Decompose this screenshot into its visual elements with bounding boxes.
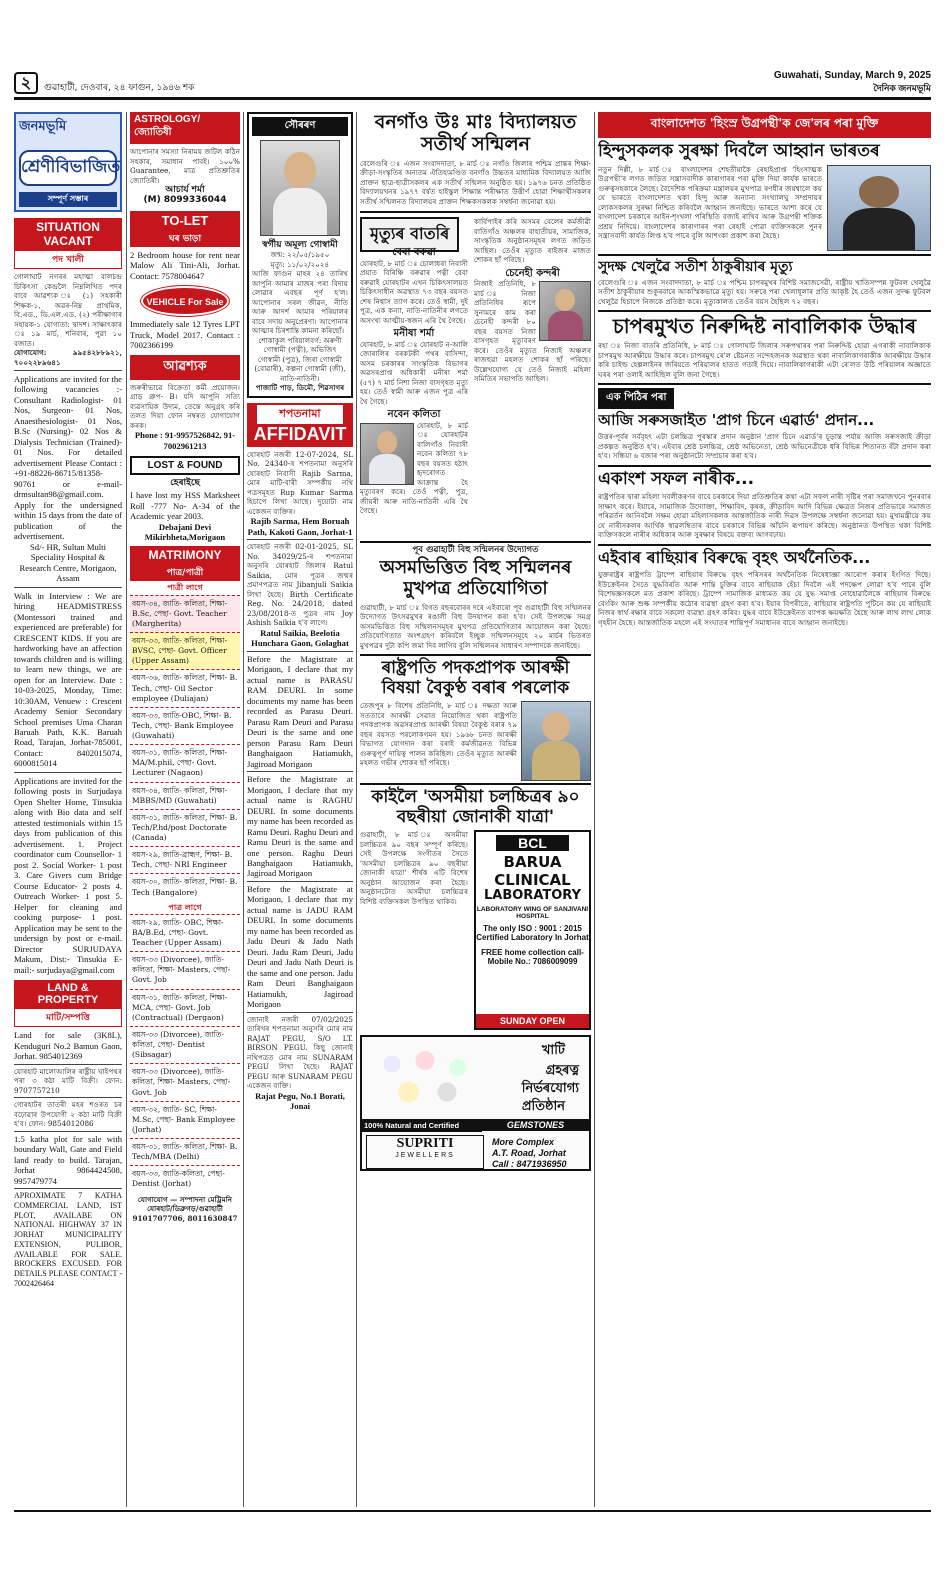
article-headline: এইবাৰ ৰাছিয়াৰ বিৰুদ্ধে বৃহৎ অৰ্থনৈতিক... [598, 547, 871, 567]
obituary-text: যোৰহাট, ৮ মাৰ্চ ঃ চোলাধৰা নিবাসী প্ৰয়াত বিৰিঞ্চি বৰুৱাৰ পত্নী বেবা বৰুৱাই যোৰহাটৰ এখন চিকিৎসালয়ত চিকিৎসাধীন অৱস্থাত ৭৩ বছৰ বয়সত শেষ নিশ্বাস ত্যাগ কৰে। তেওঁ স্বামী, দুই পুত্ৰ, এক কন্যা, নাতি-নাতিনীৰ লগতে অসংখ্য আত্মীয়-স্বজন এৰি থৈ গৈছে। [360, 258, 468, 325]
notices-column [247, 112, 353, 1512]
vacancy-ad: গোলাঘাট নগৰৰ মহাত্মা বালচন্দ্ৰ চিকিৎসা কেন্দ্ৰলৈ নিম্নলিখিত পদৰ বাবে আৱশ্যক ঃ (১) সহকাৰী শিক্ষক-১, অৱৰ-নিম্ন প্ৰাথমিক, বি.এড., ডি.এল.এড. (২) পৰীক্ষাগাৰ সহায়ক-১ যোগ্যতা: দ্বাদশ। সাক্ষাৎকাৰ ঃ ১৯ মাৰ্চ, শনিবাৰ, পুৱা ১০ বজাত। [14, 272, 122, 348]
affidavit-banner [247, 403, 353, 447]
matrimony-item: বয়স-৩৪, জাতি- কলিতা, শিক্ষা- MBBS/MD (Guwahati) [130, 782, 240, 809]
affidavit-notice: যোৰহাট নজৰী 12-07-2024, SL No. 24340-ৰ শপতনামা অনুসৰি যোৰহাট নিবাসী Rajib Sarma, মোৰ মাটি-বাৰী সম্পৰ্কীয় নথি পত্ৰসমূহত Rup Kumar Sarma হিচাপে লিখা আছে। দুয়োটা নাম একেজন ব্যক্তিৰ। [247, 449, 353, 516]
header-right [774, 70, 931, 96]
tolet-sub: ঘৰ ভাড়া [130, 230, 240, 247]
obituary-name: চেনেহী কন্দৰী [505, 267, 560, 279]
bcl-tagline: LABORATORY WING OF SANJIVANI HOSPITAL [476, 905, 589, 920]
bcl-sunday-open: SUNDAY OPEN [476, 1014, 589, 1028]
matrimony-item: বয়স-৩৩, জাতি- কলিতা, শিক্ষা- BVSC, পেছা- Govt. Officer (Upper Assam) [130, 632, 240, 669]
required-text: জৰুৰীভাৱে বিক্ৰেতা কৰ্মী প্ৰয়োজন। গ্ৰাড় গ্ৰুপ- B। যদি আপুনি সত্যি ব্যৱসায়িক উদ্যম, তেন্তে অনুগ্ৰহ কৰি তলত দিয়া ফোন নম্বৰত যোগাযোগ কৰক। [130, 382, 240, 430]
article-kicker: পূব গুৱাহাটী বিহু সন্মিলনৰ উদ্যোগত [412, 545, 539, 556]
bcl-iso: The only ISO : 9001 : 2015 Certified Laboratory In Jorhat [476, 923, 589, 942]
classifieds-column-2 [130, 112, 240, 1512]
header-date-assamese: গুৱাহাটী, দেওবাৰ, ২৪ ফাগুন, ১৯৪৬ শক [44, 83, 195, 93]
lost-found-title: LOST & FOUND [130, 456, 240, 475]
affidavit-name: Rajib Sarma, Hem Boruah Path, Kakoti Gaon, Jorhat-1 [247, 516, 353, 537]
section-label: এক পিঠিৰ পৰা [598, 388, 674, 409]
affidavit-notice: Before the Magistrate at Morigaon, I declare that my actual name is JADU RAM DEURI. In some documents my name has been recorded as Jadu Deuri & Jadu Nath Deuri. Jadu Ram Deuri, Jadu Deuri and Jadu Nath Deuri is the same and one person. Jadu Ram Deuri Banghaigaon Hatiamukh, Jagiroad Morigaon [247, 883, 353, 1010]
article-headline: ৰাষ্ট্ৰপতি পদকপ্ৰাপক আৰক্ষী বিষয়া বৈকুণ্ঠ বৰাৰ পৰলোক [381, 658, 570, 698]
land-ad: 1.5 katha plot for sale with boundary Wall, Gate and Field land ready to build. Tarajan, Jorhat 9864424508, 9957479774 [14, 1133, 122, 1186]
column-rule [126, 112, 127, 1507]
tribute-text: আজি ফাগুন মাহৰ ২৪ তাৰিখ আপুনি আমাৰ মাজৰ পৰা বিদায় লোৱাৰ এবছৰ পূৰ্ণ হ'ল। আপোনাৰ সৰল জীৱন, নীতি আৰু আদৰ্শ আমাৰ পৰিয়ালৰ বাবে সদায় অনুপ্ৰেৰণা। আপোনাৰ আত্মাৰ চিৰশান্তি কামনা কৰিছোঁ। [252, 269, 348, 336]
tribute-family: শোকাকুল পৰিয়ালবৰ্গ: অৰুণী গোস্বামী (পত্নী), অভিজিৎ গোস্বামী (পুত্ৰ), জিৰা গোস্বামী (বোৱাৰী), কল্পনা গোস্বামী (জী), নাতি-নাতিনী। [254, 335, 346, 383]
matrimony-item: বয়স-৩৩ (Divorcee), জাতি- কলিতা, শিক্ষা- Masters, পেছা- Govt. Job [130, 951, 240, 988]
matrimony-item: বয়স-৩২, জাতি- SC, শিক্ষা- M.Sc, পেছা- Bank Employee (Jorhat) [130, 1101, 240, 1138]
gem-line-2: নিৰ্ভৰযোগ্য [521, 1081, 579, 1097]
lost-name: Debajani Devi Mikirbheta,Morigaon [144, 521, 226, 542]
spokesperson-photo [827, 165, 931, 251]
affidavit-notice: Before the Magistrate at Morigaon, I declare that my actual name is PARASU RAM DEURI. In some documents my name has been recorded as Parasu Deuri. Parasu Ram Deuri and Parasu Deuri is the same and one person Parasu Ram Deuri Banghaigaon Hatiamukh, Jagiroad Morigaon [247, 653, 353, 769]
land-ad: যোৰহাট মালোআলিৰ ৰাষ্ট্ৰীয় ঘাইপথৰ পৰা ৩ কঠা মাটি বিক্ৰী। ফোন: 9707757210 [14, 1066, 122, 1095]
required-phone: Phone : 91-9957526842, 91-7002961213 [134, 430, 236, 451]
vacancy-sign: Sd/- HR, Sultan Multi Speciality Hospital & Research Centre, Morigaon, Assam [19, 541, 117, 584]
article-headline: আজি সৰুসজাইত 'প্ৰাগ চিনে এৱাৰ্ড' প্ৰদান... [598, 411, 875, 430]
gem-phone: Call : 8471936950 [492, 1159, 567, 1170]
gem-addr-2: A.T. Road, Jorhat [492, 1148, 566, 1159]
vehicle-text: Immediately sale 12 Tyres LPT Truck, Model 2017. Contact : 7002366199 [130, 319, 240, 351]
lost-found-sub: হেৰাইছে [170, 478, 200, 489]
matrimony-item: বয়স-২৯, জাতি- OBC, শিক্ষা- BA/B.Ed, পেছা- Govt. Teacher (Upper Assam) [130, 914, 240, 951]
astrology-title: ASTROLOGY/জ্যোতিষী [130, 112, 240, 144]
land-ad: গোৰহাটৰ তাতৰী মহৰ শওৰত চৰ বঢ়োৱাৰ উপযোগী ২ কঠা মাটি বিক্ৰী হ'ব। ফোন: 9854012086 [14, 1100, 122, 1129]
article-headline: বনগাঁও উঃ মাঃ বিদ্যালয়ত সতীৰ্থ সন্মিলন [374, 112, 577, 155]
vacancy-ad: Applications are invited for the following posts in Surjudaya Open Shelter Home, Tinsukia along with Bio data and self attested testimonials within 15 days from publication of this advertisement. 1. Project coordinator cum Counsellor- 1 post 2. Social Worker- 1 post 3. Care Givers cum Bridge Course Educator- 2 posts 4. Outreach Worker- 1 post 5. Helper for cleaning and cooking purpose- 1 post. Application may be sent to the undersign by post or e-mail. Director SURJUDAYA Makum, Dist:- Tinsukia E-mail:- surjudaya@gmail.com [14, 775, 122, 975]
article-body: উত্তৰ-পূৰ্বৰ সৰ্ববৃহৎ এটা চলচ্চিত্ৰ পুৰস্কাৰ প্ৰদান অনুষ্ঠান 'প্ৰাগ চিনে এৱাৰ্ড'ৰ চূড়ান্ত পৰ্যায় আজি সৰুসজাই ক্ৰীড়া প্ৰকল্পত অনুষ্ঠিত হ'ব। এইবাৰ শ্ৰেষ্ঠ চলচ্চিত্ৰ, শ্ৰেষ্ঠ অভিনেতা, শ্ৰেষ্ঠ অভিনেত্ৰীকে ধৰি বিভিন্ন শিতানত বঁটা প্ৰদান কৰা হ'ব। সন্ধিয়া ৬ বজাৰ পৰা অনুষ্ঠানটো সম্প্ৰচাৰ কৰা হ'ব। [598, 432, 931, 461]
land-property-sub: মাটি/সম্পত্তি [14, 1008, 122, 1027]
obituary-text: কাৰ্বিপাইৰ কৰি অসমৰ বেলেৰ কৰ্মজীৱী বাতিগাঁও অঞ্চলৰ বাহাতীয়ৰ, সামাজিক, সাংস্কৃতিক অনুষ্ঠানসমূহৰ লগত জড়িত আছিল। তেওঁৰ মৃত্যুত ৰাইজৰ মাজত শোকৰ ছাঁ পৰিছে। [474, 217, 591, 265]
article-body: নতুন দিল্লী, ৮ মাৰ্চ ঃ বাংলাদেশৰ শেহতীয়াকৈ ৰেহাইপ্ৰাপ্ত 'হিংসাত্মক উগ্ৰপন্থী'ৰ লগত জড়িত সন্ত্ৰাসবাদীক কাৰাগাৰৰ পৰা মুক্তি দিয়া কাৰ্যক ভাৰতে গুৰুত্বসহকাৰে লৈছে। বৈদেশিক পৰিক্ৰমা মন্ত্ৰালয়ৰ মুখপাত্ৰ ৰণধীৰ জয়শ্বালে কয় যে ভাৰতে বাংলাদেশত থকা হিন্দু আৰু অন্যান্য সংখ্যালঘু সম্প্ৰদায়ৰ লোকসকলৰ সুৰক্ষা নিশ্চিত কৰিবলৈ আহ্বান জনাইছে। ভাৰতে আশা কৰে যে বাংলাদেশ চৰকাৰে আইন-শৃংখলা পৰিস্থিতি বজাই ৰাখিব আৰু উগ্ৰপন্থী শক্তিক প্ৰশ্ৰয় নিদিয়ে। বাংলাদেশৰ কাৰাগাৰৰ পৰা ৰেহাই পোৱা ব্যক্তিসকলে পুনৰ সন্ত্ৰাসবাদী কাৰ্যত লিপ্ত হ'ব পাৰে বুলি আশংকা প্ৰকাশ কৰা হৈছে। [598, 164, 822, 241]
bcl-name-2: CLINICAL [494, 870, 571, 889]
header-date-english: Guwahati, Sunday, March 9, 2025 [773, 70, 931, 81]
matrimony-sub: পাত্ৰ/পাত্ৰী [130, 564, 240, 581]
land-ad: APROXIMATE 7 KATHA COMMERCIAL LAND, IST PLOT, AVAILABE ON NATIONAL HIGHWAY 37 IN JORHAT MUNICIPALITY EXTENSION, PULIBOR, AVAILABLE FOR SALE. BROCKERS EXCUSED. FOR DETAILS PLEASE CONTACT - 7002426464 [14, 1191, 122, 1288]
tribute-box [247, 112, 353, 398]
article-headline: চাপৰমুখত নিৰুদ্দিষ্ট নাবালিকাক উদ্ধাৰ [612, 314, 917, 339]
page-number: ২ [14, 72, 38, 94]
tribute-photo [260, 140, 340, 236]
obituary-header: মৃত্যুৰ বাতৰি [360, 217, 459, 252]
masthead-small: জনমভূমি [19, 119, 67, 134]
affidavit-notice: জোনাই নজৰী 07/02/2025 তাৰিখৰ শপতনামা অনুসৰি মোৰ নাম RAJAT PEGU, S/O LT. BIRSON PEGU. কিছু জোনাই নথিপত্ৰত মোৰ নাম SUNARAM PEGU লিখা হৈছে। RAJAT PEGU আৰু SUNARAM PEGU একেজন ব্যক্তি। [247, 1014, 353, 1091]
vehicle-badge: VEHICLE For Sale [141, 286, 229, 316]
tolet-text: 2 Bedroom house for rent near Malow Ali Tini-Ali, Jorhat. Contact: 7578004647 [130, 249, 240, 281]
right-news-column [598, 112, 931, 1512]
matrimony-contact: যোগাযোগ — সম্পাদনা মেট্ৰিমনি যোৰহাট/ডিব্ৰুগড়/গুৱাহাটী 9101707706, 8011630847 [132, 1194, 238, 1223]
obituary-name: বেবা বৰুৱা [392, 247, 436, 259]
vacancy-contact: যোগাযোগ: ৯৯৫৪২৮৮৯২১, ৭০০২২৮৯৬৪১ [14, 348, 122, 367]
gem-line-3: প্ৰতিষ্ঠান [521, 1099, 565, 1115]
matrimony-item: বয়স-৩৬, জাতি- কলিতা, শিক্ষা- B. Tech, পেছা- Oil Sector employee (Duliajan) [130, 669, 240, 706]
tribute-birth: জন্ম: ২২/০৫/১৯৫০ [270, 250, 330, 260]
lost-text: I have lost my HSS Marksheet Roll -777 No- A-34 of the Academic year 2003. [130, 490, 240, 522]
obituary-section [360, 211, 591, 541]
obituary-photo [539, 281, 591, 341]
bcl-lab-ad [474, 830, 591, 1030]
required-title: আৱশ্যক [130, 355, 240, 380]
article-headline: সুদক্ষ খেলুৱৈ সতীশ ঠাকুৰীয়াৰ মৃত্যু [598, 258, 793, 275]
matrimony-item: বয়স-৩৪, জাতি- কলিতা, শিক্ষা- B.Sc, পেছা- Govt. Teacher (Margherita) [130, 595, 240, 632]
gem-addr-1: More Complex [492, 1137, 555, 1148]
affidavit-notice: যোৰহাট নজৰী 02-01-2025, SL No. 34029/25-ৰ শপতনামা অনুসৰি যোৰহাট জিলাৰ Ratul Saikia, মোৰ পুত্ৰৰ জন্মৰ প্ৰমাণপত্ৰত নাম Jibanjuli Saikia লিখা হৈছে। Birth Certificate Reg. No. 24/2018, dated 23/08/2018-ত পুত্ৰৰ নাম Joy Ashish Saikia হ'ব লাগে। [247, 542, 353, 628]
groom-wanted-label: পাত্ৰ লাগে [168, 902, 202, 912]
gemstone-ad [360, 1035, 591, 1171]
center-news-column [360, 112, 591, 1512]
article-body: গুৱাহাটী, ৮ মাৰ্চ ঃ বিগত বছৰবোৰৰ দৰে এইবাৰো পূব গুৱাহাটী বিহু সন্মিলনৰ উদ্যোগত উৎসৱমুখৰ ৰঙালী বিহু উদযাপন কৰা হ'ব। সেই উপলক্ষে সমগ্ৰ অসমভিত্তিত বিহু সন্মিলনসমূহৰ মুখপত্ৰ প্ৰতিযোগিতাৰ আয়োজন কৰা হৈছে। প্ৰতিযোগিতাত অংশগ্ৰহণ কৰিবলৈ ইচ্ছুক সন্মিলনসমূহে ২০ মাৰ্চৰ ভিতৰত মুখপত্ৰৰ দুটা কপি জমা দিব লাগিব বুলি সন্মিলনৰ সাধাৰণ সম্পাদকে জনাইছে। [360, 602, 591, 650]
obituary-name: নবেন কলিতা [387, 409, 441, 421]
classifieds-column [14, 112, 122, 1512]
vacancy-ad: Walk in Interview : We are hiring HEADMISTRESS (Montessori trained and experienced are preferable) for CRESCENT KIDS. If you are hardworking have an affection towards children and is willing to learn new things, we are open for an Interview. Date : 10-03-2025, Monday, Time: 10:30AM, Venuew : Crescent Academy Senior Secondary School premises Uma Charan Baruah Path, K.K. Baruah Road, Tarajan, Jorhat-785001, Contact: 8402015074, 6000815014 [14, 590, 122, 769]
gem-line-1: গ্ৰহৰত্ন [545, 1063, 579, 1079]
obituary-text: যোৰহাট, ৮ মাৰ্চ ঃ যোৰহাট ন-আলি জোৰালিৰ বৰকটকী পথৰ বাসিন্দা, অসম চৰকাৰৰ সাংস্কৃতিক বিভাগৰ অৱসৰপ্ৰাপ্ত অধিকাৰী মনীষা শৰ্মা (৫৭) ৭ মাৰ্চ নিশা নিজা বাসগৃহত মৃত্যু হয়। তেওঁ স্বামী আৰু এজন পুত্ৰ এৰি থৈ গৈছে। [360, 339, 468, 406]
astrology-phone: (M) 8099336044 [143, 195, 227, 206]
gem-gemstones: GEMSTONES [482, 1119, 589, 1131]
affidavit-name: Rajat Pegu, No.1 Borati, Jonai [255, 1090, 345, 1112]
article-body: ৰাষ্ট্ৰপতিৰ দ্বাৰা মহিলা সবলীকৰণৰ বাবে চৰকাৰে দিয়া প্ৰতিশ্ৰুতিৰ কথা এটা সফল নাৰী সৃষ্টিৰ পৰা সমাজখনে পুনৰবাৰ সাক্ষাৎ কৰে। ইয়াৰে, সামাজিক উদ্যোক্তা, শিক্ষাবিদ, কৃষক, ক্ৰীড়াবিদ আদি বিভিন্ন ক্ষেত্ৰত নিজৰ প্ৰতিভাৰে সমাজত পৰিৱৰ্তন আনিবলৈ সক্ষম হোৱা মহিলাসকলক আন্তৰ্জাতিক নাৰী দিৱস উপলক্ষে সম্বৰ্ধনা জনোৱা হয়। মুখ্যমন্ত্ৰীয়ে কয় যে নাৰীসকলৰ আৰ্থিক স্বাৱলম্বিতাৰ বাবে চৰকাৰে বিভিন্ন আঁচনি ৰূপায়ণ কৰিছে। অনুষ্ঠানত উপস্থিত থকা বিশিষ্ট ব্যক্তিসকলে নাৰীৰ অধিকাৰ আৰু সুৰক্ষাৰ বিষয়ে বক্তব্য আগবঢ়ায়। [598, 492, 931, 540]
matrimony-item: বয়স-২৯, জাতি-ব্ৰাহ্মণ, শিক্ষা- B. Tech, পেছা- NRI Engineer [130, 846, 240, 873]
banner-headline: বাংলাদেশত 'হিংস্ৰ উগ্ৰপন্থী'ক জে'লৰ পৰা মুক্তি [598, 112, 931, 138]
film-article-block [360, 830, 591, 1030]
article-headline: একাংশ সফল নাৰীক... [598, 468, 755, 489]
article-body: যুক্তৰাষ্ট্ৰৰ ৰাষ্ট্ৰপতি ট্ৰাম্পে ৰাছিয়াৰ বিৰুদ্ধে বৃহৎ পৰিসৰৰ অৰ্থনৈতিক নিষেধাজ্ঞা আৰোপ কৰাৰ ইংগিত দিছে। ইউক্ৰেইনৰ সৈতে যুদ্ধবিৰতি আৰু শান্তি চুক্তিৰ বাবে ৰাছিয়াক হেঁচা দিবলৈ এই পদক্ষেপ লোৱা হ'ব পাৰে বুলি বিশেষজ্ঞসকলে মত প্ৰকাশ কৰিছে। ট্ৰাম্পে সামাজিক মাধ্যমত কয় যে যুদ্ধ সমাপ্ত নোহোৱালৈকে ৰাছিয়াৰ বিৰুদ্ধে বেংকিং আৰু শুল্ক সম্পৰ্কীয় কঠোৰ ব্যৱস্থা গ্ৰহণ কৰা হ'ব। ইয়াৰ বিপৰীতে, ৰাছিয়াৰ ৰাষ্ট্ৰপতি পুটিনে কয় যে ৰাছিয়াই নিজৰ স্বাৰ্থ ৰক্ষাৰ বাবে সকলো ব্যৱস্থা গ্ৰহণ কৰিব। যুদ্ধৰ বাবে ইউক্ৰেইনত ব্যাপক ক্ষয়ক্ষতি হৈছে আৰু লাখ লাখ লোক গৃহহীন হৈছে। আন্তৰ্জাতিক মহলে এই সংঘাতৰ শান্তিপূৰ্ণ সমাধানৰ বাবে আহ্বান জনাইছে। [598, 570, 931, 627]
masthead-sub: সম্পূৰ্ণ সম্ভাৰ [19, 192, 117, 207]
bcl-name-1: BARUA [503, 853, 562, 872]
vacancy-ad: Applications are invited for the following vacancies :- Consultant Radiologist- 01 Nos, Surgeon- 01 Nos, Anaesthesiologist- 01 Nos, B.Sc (Nursing)- 02 Nos & Dialysis Technician (Trained)- 01 Nos. For detailed advertisement Please Contact : +91-88226-86715/81358-90761 or e-mail- drmsultan98@gmail.com. Apply for the undersigned within 15 days from the date of publication of the advertisement. [14, 374, 122, 542]
tolet-title: TO-LET [130, 211, 240, 230]
matrimony-item: বয়স-৩০, জাতি- কলিতা, শিক্ষা- B. Tech (Bangalore) [130, 873, 240, 900]
gemstones-image [370, 1043, 480, 1113]
bcl-home-collection: FREE home collection call- Mobile No.: 7086009099 [481, 947, 584, 966]
affidavit-label: শপতনামা [257, 405, 343, 424]
supriti-jewellers: JEWELLERS [395, 1152, 455, 1160]
gem-khati: খাটি [541, 1043, 565, 1059]
article-body: বেলেগুৰি ঃ এজন সংবাদদাতা, ৮ মাৰ্চ ঃ পশ্চিম চাপৰমুখৰ বিশিষ্ট সমাজসেৱী, ৰাষ্ট্ৰীয় খাতিসম্পন্ন ফুটবল খেলুৱৈ সতীশ ঠাকুৰীয়াৰ শুকুৰবাৰে আকস্মিকভাৱে মৃত্যু হয়। সৰুৰে পৰা খেলাধূলাৰ প্ৰতি আকৃষ্ট হৈ তেওঁ এজন সুদক্ষ ফুটবল খেলুৱৈ হিচাপে নিজকে প্ৰতিষ্ঠা কৰে। মৃত্যুকালত তেওঁৰ বয়স হৈছিল ৭২ বছৰ। [598, 277, 931, 306]
supriti-brand: SUPRITI [396, 1136, 454, 1152]
matrimony-item: বয়স-৩৩, জাতি-OBC, শিক্ষা- B. Tech, পেছা- Bank Employee (Guwahati) [130, 707, 240, 744]
column-rule [356, 112, 357, 1507]
page-header [14, 70, 931, 100]
situation-vacant-sub: পদ খালী [14, 250, 122, 269]
tribute-label: সৌৰৰণ [252, 117, 348, 136]
obituary-right [474, 217, 591, 384]
affidavit-name: Ratul Saikia, Beelotia Hunchara Gaon, Golaghat [251, 627, 349, 649]
obituary-text: যোৰহাট, ৮ মাৰ্চ ঃ যোৰহাটৰ বালিগাঁও নিবাসী নবেন কলিতা ৭৮ বছৰ বয়সত হঠাৎ হৃদৰোগত আক্ৰান্ত হৈ মৃত্যুবৰণ কৰে। তেওঁ পত্নী, পুত্ৰ, জীয়ৰী আৰু নাতি-নাতিনী এৰি থৈ গৈছে। [360, 420, 468, 516]
obituary-photo [360, 423, 414, 485]
matrimony-item: বয়স-৩৩, জাতি-কলিতা, পেছা- Dentist (Jorhat) [130, 1165, 240, 1192]
newspaper-brand: দৈনিক জনমভূমি [873, 83, 931, 93]
situation-vacant-title: SITUATION VACANT [14, 218, 122, 250]
india-article-block [598, 165, 931, 241]
astrology-text: আপোনাৰ সমস্যা নিৰাময় জটিল কঠিন সহকাৰ, সমাধান পাবই। ১০০% Guarantee, মাত্ৰ প্ৰতিশ্ৰুতিৰ জ্যোতিষী। [130, 147, 240, 185]
matrimony-item: বয়স-৩১, জাতি- কলিতা, শিক্ষা- B. Tech/MBA (Delhi) [130, 1138, 240, 1165]
matrimony-title: MATRIMONY [130, 546, 240, 564]
bcl-name-3: LABORATORY [484, 887, 581, 903]
article-body: গুৱাহাটী, ৮ মাৰ্চ ঃ অসমীয়া চলচ্চিত্ৰৰ ৯০ বছৰ সম্পূৰ্ণ কৰিছে। সেই উপলক্ষে সংগীতৰ সৈতে 'অসমীয়া চলচ্চিত্ৰৰ ৯০ বছৰীয়া জোনাকী যাত্ৰা' শীৰ্ষক এটি বিশেষ অনুষ্ঠান আয়োজন কৰা হৈছে। অনুষ্ঠানটোত অসমীয়া চলচ্চিত্ৰৰ বিশিষ্ট ব্যক্তিসকল উপস্থিত থাকিব। [360, 830, 468, 906]
affidavit-notice: Before the Magistrate at Morigaon, I declare that my actual name is RAGHU DEURI. In some documents my name has been recorded as Ramu Deuri. Raghu Deuri and Ramu Deuri is the same and one person. Raghu Deuri Banghaigaon Hatiamukh, Jagiroad Morigaon [247, 774, 353, 879]
article-headline: হিন্দুসকলক সুৰক্ষা দিবলৈ আহ্বান ভাৰতৰ [598, 141, 880, 161]
tribute-death: মৃত্যু: ১১/০২/২০২৪ [270, 259, 330, 269]
bcl-logo: BCL [496, 835, 569, 851]
article-body: তেজপুৰ ৮ বিশেষ প্ৰতিনিধি, ৮ মাৰ্চ ঃ দক্ষতা আৰু সততাৰে আৰক্ষী সেৱাত নিয়োজিত থকা ৰাষ্ট্ৰপতি পদকপ্ৰাপক অৱসৰপ্ৰাপ্ত আৰক্ষী বিষয়া বৈকুণ্ঠ বৰাৰ ৭৯ বছৰ বয়সত পৰলোকগমন হয়। ১৯৬৮ চনত আৰক্ষী বিভাগত যোগদান কৰা বৰাই কৰ্মজীৱনত বিভিন্ন গুৰুত্বপূৰ্ণ দায়িত্ব পালন কৰিছিল। তেওঁৰ মৃত্যুত আৰক্ষী মহলত গভীৰ শোকৰ ছাঁ পৰিছে। [360, 701, 517, 768]
obituary-name: মনীষা শৰ্মা [393, 328, 435, 340]
article-body: ৰহা ঃ নিজা বাতৰি প্ৰতিনিধি, ৮ মাৰ্চ ঃ গোলাঘাট জিলাৰ সৰুপথাৰৰ পৰা নিৰুদ্দিষ্ট হোৱা এগৰাকী নাবালিকাক চাপৰমুখ আৰক্ষীয়ে উদ্ধাৰ কৰে। চাপৰমুখ ৰে'ল ষ্টেচনত সন্দেহজনক অৱস্থাত থকা নাবালিকাগৰাকীক আৰক্ষীয়ে উদ্ধাৰ কৰি চাইল্ড হেল্পলাইনৰ জৰিয়তে পৰিয়ালৰ হাতত গতাই দিয়ে। নাবালিকাগৰাকী এটা ৰে'লত উঠি পৰিয়ালৰ অজ্ঞাতে ঘৰৰ পৰা ওলাই আহিছিল বুলি জনা গৈছে। [598, 341, 931, 379]
column-rule [594, 112, 595, 1507]
matrimony-item: বয়স-৩১, জাতি- কলিতা, শিক্ষা- B. Tech/P.hd/post Doctorate (Canada) [130, 809, 240, 846]
astrology-name: আচাৰ্য শৰ্মা [165, 185, 205, 195]
obituary-left [360, 247, 468, 516]
bride-wanted-label: পাত্ৰী লাগে [167, 583, 203, 593]
matrimony-item: বয়স-৩৩ (Divorcee), জাতি- কলিতা, শিক্ষা- Masters, পেছা- Govt. Job [130, 1063, 240, 1100]
matrimony-item: বয়স-৩১, জাতি- কলিতা, শিক্ষা- MCA, পেছা- Govt. Job (Contractual) (Dergaon) [130, 989, 240, 1026]
tribute-address: পাজাটি পাড়, ডিমৌ, শিৱসাগৰ [255, 383, 345, 393]
masthead-big: শ্ৰেণীবিভাজিত [19, 150, 117, 186]
gem-natural: 100% Natural and Certified [362, 1119, 482, 1132]
article-headline: অসমভিত্তিত বিহু সন্মিলনৰ মুখপত্ৰ প্ৰতিযোগিতা [379, 557, 572, 600]
land-ad: Land for sale (3K8L), Kenduguri No.2 Bamun Gaon, Jorhat. 9854012369 [14, 1030, 122, 1062]
page-bottom-rule [14, 1510, 931, 1512]
matrimony-item: বয়স-৩১, জাতি- কলিতা, শিক্ষা- MA/M.phil, পেছা- Govt. Lecturer (Nagaon) [130, 744, 240, 781]
officer-photo [521, 701, 591, 781]
obituary-text: নিজাই প্ৰতিনিধি, ৮ মাৰ্চ ঃ নিজা প্ৰতিনিধিৰ ৰূপে সুনামৰে কাম কৰা চেনেহী কন্দৰী ৮০ বছৰ বয়সত নিজা বাসগৃহত মৃত্যুবৰণ কৰে। তেওঁৰ মৃত্যুত নিজাই অঞ্চলৰ ৰাজহুৱা মহলত শোকৰ ছাঁ পৰিছে। উল্লেখযোগ্য যে তেওঁ নিজাই মহিলা সমিতিৰ সভাপতি আছিল। [474, 279, 591, 384]
column-rule [243, 112, 244, 1507]
affidavit-big: AFFIDAVIT [253, 423, 347, 444]
article-headline: কাইলৈ 'অসমীয়া চলচ্চিত্ৰৰ ৯০ বছৰীয়া জোনাকী যাত্ৰা' [371, 787, 580, 827]
classifieds-masthead [14, 112, 122, 212]
article-body: বেলেগুৰি ঃ এজন সংবাদদাতা, ৮ মাৰ্চ ঃ নগাঁও জিলাৰ পশ্চিম প্ৰান্তৰ শিক্ষা-ক্ৰীড়া-সংস্কৃতিৰ অন্যতম ঐতিহ্যমণ্ডিত বনগাঁও উচ্চতৰ মাধ্যমিক বিদ্যালয়ত আজি প্ৰাক্তন ছাত্ৰ-ছাত্ৰীসকলৰ এক সতীৰ্থ সন্মিলন অনুষ্ঠিত হয়। ১৯৭৬ চনত প্ৰতিষ্ঠিত বিদ্যালয়খনৰ ১৯৭৭ বৰ্ষত হাইস্কুল শিক্ষান্ত পৰীক্ষাত উত্তীৰ্ণ হোৱা শিক্ষাৰ্থীসকলৰ সতীৰ্থ সন্মিলনত বিদ্যালয়ৰ প্ৰাক্তন শিক্ষকসকলক সম্বৰ্ধনা জনোৱা হয়। [360, 158, 591, 206]
tribute-name: স্বৰ্গীয় অমূল্য গোস্বামী [262, 240, 338, 250]
supriti-logo [366, 1135, 484, 1169]
land-property-title: LAND & PROPERTY [14, 980, 122, 1008]
matrimony-item: বয়স-৩৩ (Divorcee), জাতি- কলিতা, পেছা- Dentist (Sibsagar) [130, 1026, 240, 1063]
